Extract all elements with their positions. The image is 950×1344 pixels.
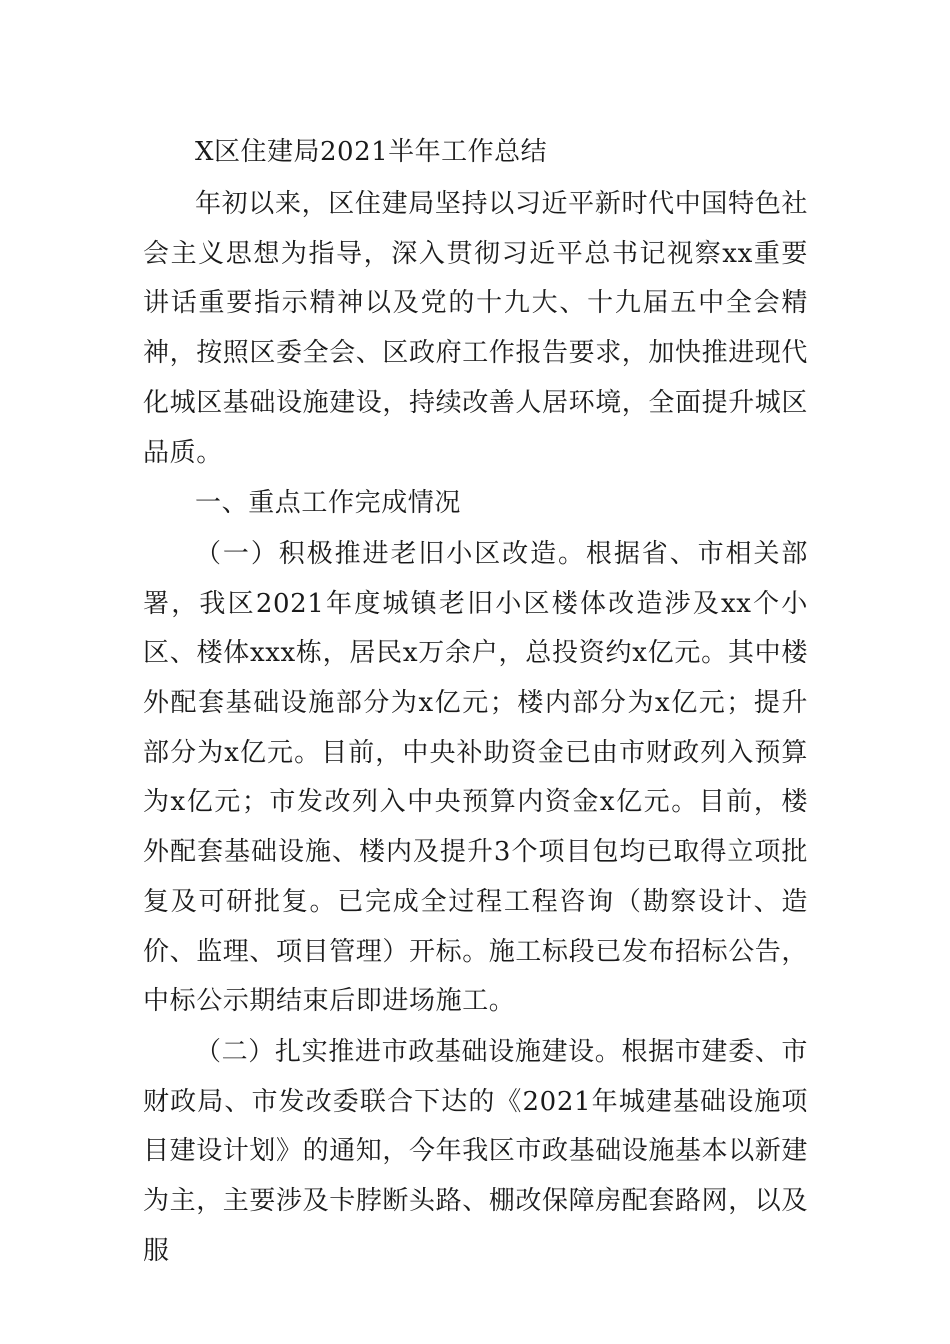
item-paragraph-1: （一）积极推进老旧小区改造。根据省、市相关部署，我区2021年度城镇老旧小区楼体改造涉及xx个小区、楼体xxx栋，居民x万余户，总投资约x亿元。其中楼外配套基础设施部分为x亿元；楼内部分为x亿元；提升部分为x亿元。目前，中央补助资金已由市财政列入预算为x亿元；市发改列入中央预算内资金x亿元。目前，楼外配套基础设施、楼内及提升3个项目包均已取得立项批复及可研批复。已完成全过程工程咨询（勘察设计、造价、监理、项目管理）开标。施工标段已发布招标公告，中标公示期结束后即进场施工。 [143, 538, 809, 1017]
section-heading: 一、重点工作完成情况 [195, 488, 462, 519]
document-body [143, 131, 808, 1277]
intro-paragraph: 年初以来，区住建局坚持以习近平新时代中国特色社会主义思想为指导，深入贯彻习近平总书记视察xx重要讲话重要指示精神以及党的十九大、十九届五中全会精神，按照区委全会、区政府工作报告要求，加快推进现代化城区基础设施建设，持续改善人居环境，全面提升城区品质。 [143, 189, 809, 468]
document-title: X区住建局2021半年工作总结 [195, 137, 548, 167]
item-paragraph-2: （二）扎实推进市政基础设施建设。根据市建委、市财政局、市发改委联合下达的《2021年城建基础设施项目建设计划》的通知，今年我区市政基础设施基本以新建为主，主要涉及卡脖断头路、棚改保障房配套路网，以及服 [143, 1036, 809, 1266]
